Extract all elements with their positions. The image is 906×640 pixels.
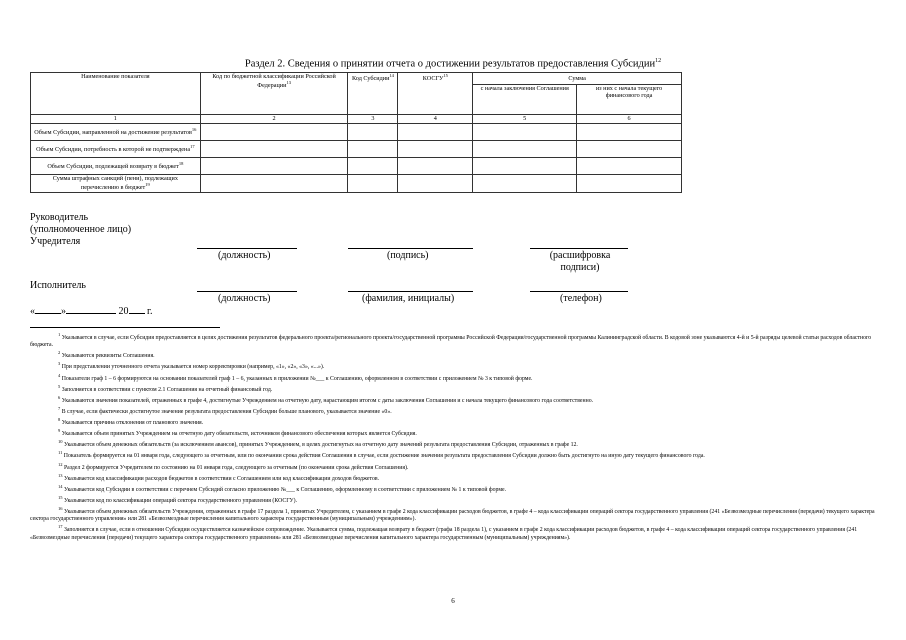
executor-label: Исполнитель	[30, 280, 86, 291]
column-number: 2	[200, 115, 348, 124]
footnote	[30, 405, 880, 416]
table-cell[interactable]	[200, 158, 348, 175]
footnotes	[30, 331, 880, 542]
footnote	[30, 483, 880, 494]
footnote-text: Указывается код классификации расходов бюджетов в соответствии с Соглашением или код классификации доходов бюджетов.	[63, 475, 380, 482]
footnote	[30, 372, 880, 383]
footnote-separator	[30, 327, 220, 328]
table-cell[interactable]	[398, 141, 473, 158]
position-caption: (должность)	[218, 250, 271, 261]
table-cell[interactable]	[473, 124, 577, 141]
table-cell[interactable]	[348, 141, 398, 158]
table-row	[31, 175, 682, 193]
footnote-number: 5	[58, 383, 61, 389]
footnote-text: Указывается объем принятых Учреждением на отчетную дату обязательств, источником финансового обеспечения которых является Субсидия.	[61, 431, 417, 438]
table-cell[interactable]	[398, 124, 473, 141]
footnote-text: Указывается объем денежных обязательств (за исключением авансов), принятых Учреждением, в целях достигнутых на отчетную дату значений результата предоставления Субсидии, отраженных в графе 12.	[63, 442, 578, 449]
footnote	[30, 394, 880, 405]
footnote	[30, 438, 880, 449]
table-cell[interactable]	[577, 141, 682, 158]
signature-caption: (подпись)	[387, 250, 429, 261]
footnote-number: 17	[58, 524, 63, 530]
row-label: Объем Субсидии, потребность в которой не подтверждена$^{17}$	[31, 141, 201, 158]
footnote	[30, 472, 880, 483]
table-cell[interactable]	[200, 141, 348, 158]
header-kosgu: КОСГУ$^{15}$	[398, 73, 473, 115]
footnote-text: Показатели граф 1 – 6 формируются на основании показателей граф 1 – 6, указанных в приложении №___ к Соглашению, оформленном в соответствии с приложением № 3 к типовой форме.	[61, 375, 533, 382]
footnote-number: 7	[58, 405, 61, 411]
decode-line[interactable]	[530, 248, 628, 249]
table-cell[interactable]	[200, 175, 348, 193]
footnote-number: 1	[58, 332, 61, 337]
footnote	[30, 360, 880, 371]
footnote-number: 9	[58, 428, 61, 434]
column-number: 4	[398, 115, 473, 124]
footnote-text: Показатель формируется на 01 января года, следующего за отчетным, или по окончании срока действия Соглашения в случае, если достижение значения результата предоставления Субсидии должно быть достигнуто на иную дату текущего финансового года.	[63, 453, 705, 460]
footnote	[30, 427, 880, 438]
table-cell[interactable]	[200, 124, 348, 141]
executor-position-line[interactable]	[197, 291, 297, 292]
footnote-text: Указывается в случае, если Субсидия предоставляется в целях достижения результатов федерального проекта/регионального проекта/государственной программы Российской Федерации/государственной программы Калининградской области. В кодовой зоне указываются 4-й и 5-й разряды целевой статьи расходов областного бюджета.	[30, 334, 872, 349]
executor-position-caption: (должность)	[218, 293, 271, 304]
executor-name-caption: (фамилия, инициалы)	[362, 293, 455, 304]
footnote-number: 15	[58, 494, 63, 500]
head-label: Руководитель (уполномоченное лицо) Учредителя	[30, 212, 132, 247]
footnote-text: Указываются реквизиты Соглашения.	[61, 353, 155, 360]
footnote-text: Заполняется в соответствии с пунктом 2.1 Соглашения на отчетный финансовый год.	[61, 386, 273, 393]
footnote-number: 10	[58, 439, 63, 445]
header-subsidy-code: Код Субсидии$^{14}$	[348, 73, 398, 115]
column-number: 6	[577, 115, 682, 124]
report-table	[30, 72, 682, 193]
position-line[interactable]	[197, 248, 297, 249]
column-number: 3	[348, 115, 398, 124]
header-sum-current-year: из них с начала текущего финансового года	[577, 85, 682, 115]
footnote-number: 11	[58, 450, 63, 456]
footnote-number: 3	[58, 361, 61, 367]
footnote	[30, 349, 880, 360]
table-cell[interactable]	[398, 175, 473, 193]
footnote-number: 14	[58, 483, 63, 489]
table-cell[interactable]	[473, 175, 577, 193]
footnote-text: Указывается код Субсидии в соответствии с перечнем Субсидий согласно приложению №___ к Соглашению, оформленному в соответствии с приложением № 1 к типовой форме.	[63, 486, 507, 493]
footnote-number: 4	[58, 372, 61, 378]
table-row	[31, 141, 682, 158]
footnote-text: Раздел 2 формируется Учредителем по состоянию на 01 января года, следующего за отчетным (по окончании срока действия Соглашения).	[63, 464, 409, 471]
decode-caption: (расшифровка подписи)	[549, 250, 611, 273]
footnote-number: 2	[58, 350, 61, 356]
footnote	[30, 523, 880, 541]
header-indicator-name: Наименование показателя	[31, 73, 201, 115]
footnote	[30, 331, 880, 349]
table-row	[31, 124, 682, 141]
table-cell[interactable]	[348, 175, 398, 193]
footnote-text: При представлении уточненного отчета указывается номер корректировки (например, «1», «2», «3», «...»).	[61, 364, 325, 371]
title-footnote-ref: 12	[655, 58, 662, 64]
column-number: 5	[473, 115, 577, 124]
table-cell[interactable]	[398, 158, 473, 175]
table-row	[31, 158, 682, 175]
table-cell[interactable]	[348, 158, 398, 175]
footnote-number: 16	[58, 506, 63, 512]
table-cell[interactable]	[577, 158, 682, 175]
footnote-text: Указывается код по классификации операций сектора государственного управления (КОСГУ).	[63, 497, 298, 504]
footnote-text: Указываются значения показателей, отраженных в графе 4, достигнутые Учреждением на отчетную дату, нарастающим итогом с даты заключения Соглашения и с начала текущего финансового года соответственно.	[61, 397, 594, 404]
footnote-number: 12	[58, 461, 63, 467]
footnote	[30, 461, 880, 472]
footnote	[30, 449, 880, 460]
footnote-text: В случае, если фактически достигнутое значение результата предоставления Субсидии больше планового, указывается значение «0».	[61, 408, 392, 415]
row-label: Сумма штрафных санкций (пени), подлежащих перечислению в бюджет$^{19}$	[31, 175, 201, 193]
executor-name-line[interactable]	[348, 291, 473, 292]
page-number: 6	[451, 597, 455, 605]
executor-phone-line[interactable]	[530, 291, 628, 292]
row-label: Объем Субсидии, направленной на достижение результатов$^{16}$	[31, 124, 201, 141]
row-label: Объем Субсидии, подлежащей возврату в бюджет$^{18}$	[31, 158, 201, 175]
footnote	[30, 383, 880, 394]
header-budget-code: Код по бюджетной классификации Российской Федерации$^{13}$	[200, 73, 348, 115]
column-number: 1	[31, 115, 201, 124]
footnote	[30, 416, 880, 427]
table-cell[interactable]	[348, 124, 398, 141]
footnote-number: 13	[58, 472, 63, 478]
table-cell[interactable]	[473, 158, 577, 175]
footnote-text: Указывается объем денежных обязательств Учреждения, отраженных в графе 17 раздела 1, принятых Учредителем, с указанием в графе 2 кода классификации расходов бюджетов, в графе 4 – кода классификации операций сектора государственного управления (241 «Безвозмездные перечисления (передачи) текущего характера сектора государственного управления» или 281 «Безвозмездные перечисления капитального характера государственным (муниципальным) учреждениям»).	[30, 509, 875, 523]
table-cell[interactable]	[577, 175, 682, 193]
section-title: Раздел 2. Сведения о принятии отчета о достижении результатов предоставления Субсидии$^{12}$	[244, 58, 662, 70]
footnote	[30, 505, 880, 523]
footnote	[30, 494, 880, 505]
footnote-number: 8	[58, 417, 61, 423]
table-cell[interactable]	[473, 141, 577, 158]
footnote-text: Заполняется в случае, если в отношении Субсидии осуществляется казначейское сопровождение. Указывается сумма, подлежащая возврату в бюджет (графа 18 раздела 1), с указанием в графе 2 кода классификации расходов бюджетов, в графе 4 – кода классификации операций сектора государственного управления (241 «Безвозмездные перечисления (передачи) текущего характера сектора государственного управления» или 281 «Безвозмездные перечисления капитального характера государственным (муниципальным) учреждениям»).	[30, 527, 858, 541]
signature-line[interactable]	[348, 248, 473, 249]
header-sum: Сумма	[473, 73, 682, 85]
date-field[interactable]: « » 20 г.	[30, 306, 153, 317]
footnote-number: 6	[58, 394, 61, 400]
header-sum-since-agreement: с начала заключения Соглашения	[473, 85, 577, 115]
footnote-text: Указывается причина отклонения от планового значения.	[61, 420, 204, 426]
table-cell[interactable]	[577, 124, 682, 141]
executor-phone-caption: (телефон)	[560, 293, 602, 304]
